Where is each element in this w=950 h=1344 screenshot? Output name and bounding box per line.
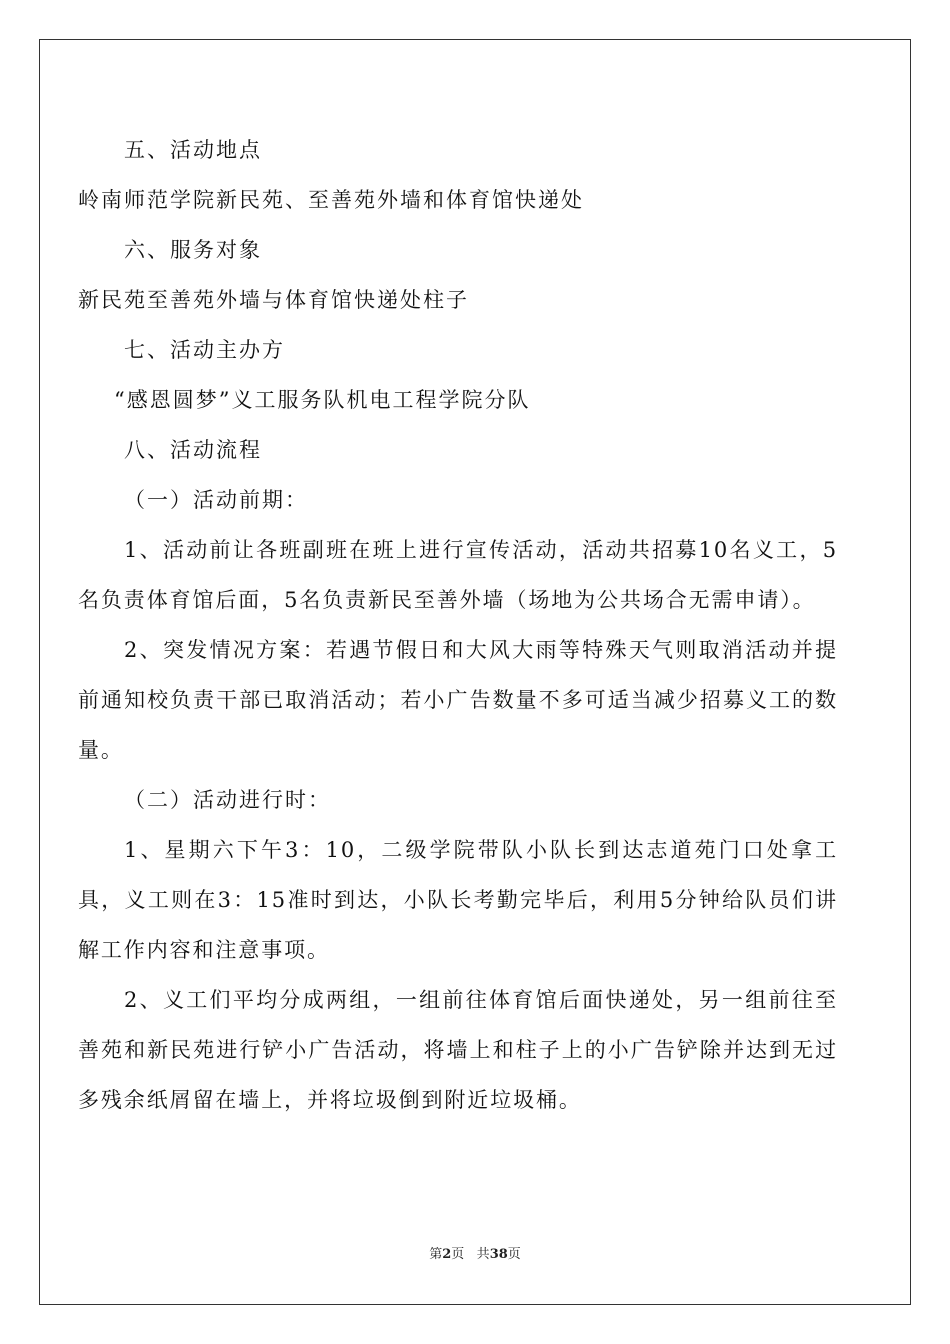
footer-total-pages: 38: [489, 1247, 508, 1262]
footer-page-number: 2: [442, 1247, 452, 1262]
service-target-text: 新民苑至善苑外墙与体育馆快递处柱子: [78, 288, 469, 312]
organizer-text: “感恩圆梦”义工服务队机电工程学院分队: [114, 388, 531, 412]
footer-total-suffix: 页: [507, 1247, 521, 1262]
footer-page-suffix: 页: [451, 1247, 465, 1262]
document-body: [78, 125, 838, 1125]
location-text: 岭南师范学院新民苑、至善苑外墙和体育馆快递处: [78, 188, 584, 212]
section-heading-process: 八、活动流程: [124, 438, 262, 462]
paragraph-pre-2: 2、突发情况方案：若遇节假日和大风大雨等特殊天气则取消活动并提前通知校负责干部已取消活动；若小广告数量不多可适当减少招募义工的数量。: [78, 638, 838, 762]
subheading-during-activity: （二）活动进行时：: [124, 788, 331, 812]
section-heading-service-target: 六、服务对象: [124, 238, 262, 262]
paragraph-during-1: 1、星期六下午3：10，二级学院带队小队长到达志道苑门口处拿工具，义工则在3：15准时到达，小队长考勤完毕后，利用5分钟给队员们讲解工作内容和注意事项。: [78, 838, 838, 962]
section-heading-location: 五、活动地点: [124, 138, 262, 162]
page-footer: [0, 1243, 950, 1262]
subheading-pre-activity: （一）活动前期：: [124, 488, 308, 512]
section-heading-organizer: 七、活动主办方: [124, 338, 285, 362]
paragraph-during-2: 2、义工们平均分成两组，一组前往体育馆后面快递处，另一组前往至善苑和新民苑进行铲小广告活动，将墙上和柱子上的小广告铲除并达到无过多残余纸屑留在墙上，并将垃圾倒到附近垃圾桶。: [78, 988, 838, 1112]
footer-total-prefix: 共: [476, 1247, 490, 1262]
footer-page-prefix: 第: [429, 1247, 443, 1262]
paragraph-pre-1: 1、活动前让各班副班在班上进行宣传活动，活动共招募10名义工，5名负责体育馆后面，5名负责新民至善外墙（场地为公共场合无需申请）。: [78, 538, 838, 612]
